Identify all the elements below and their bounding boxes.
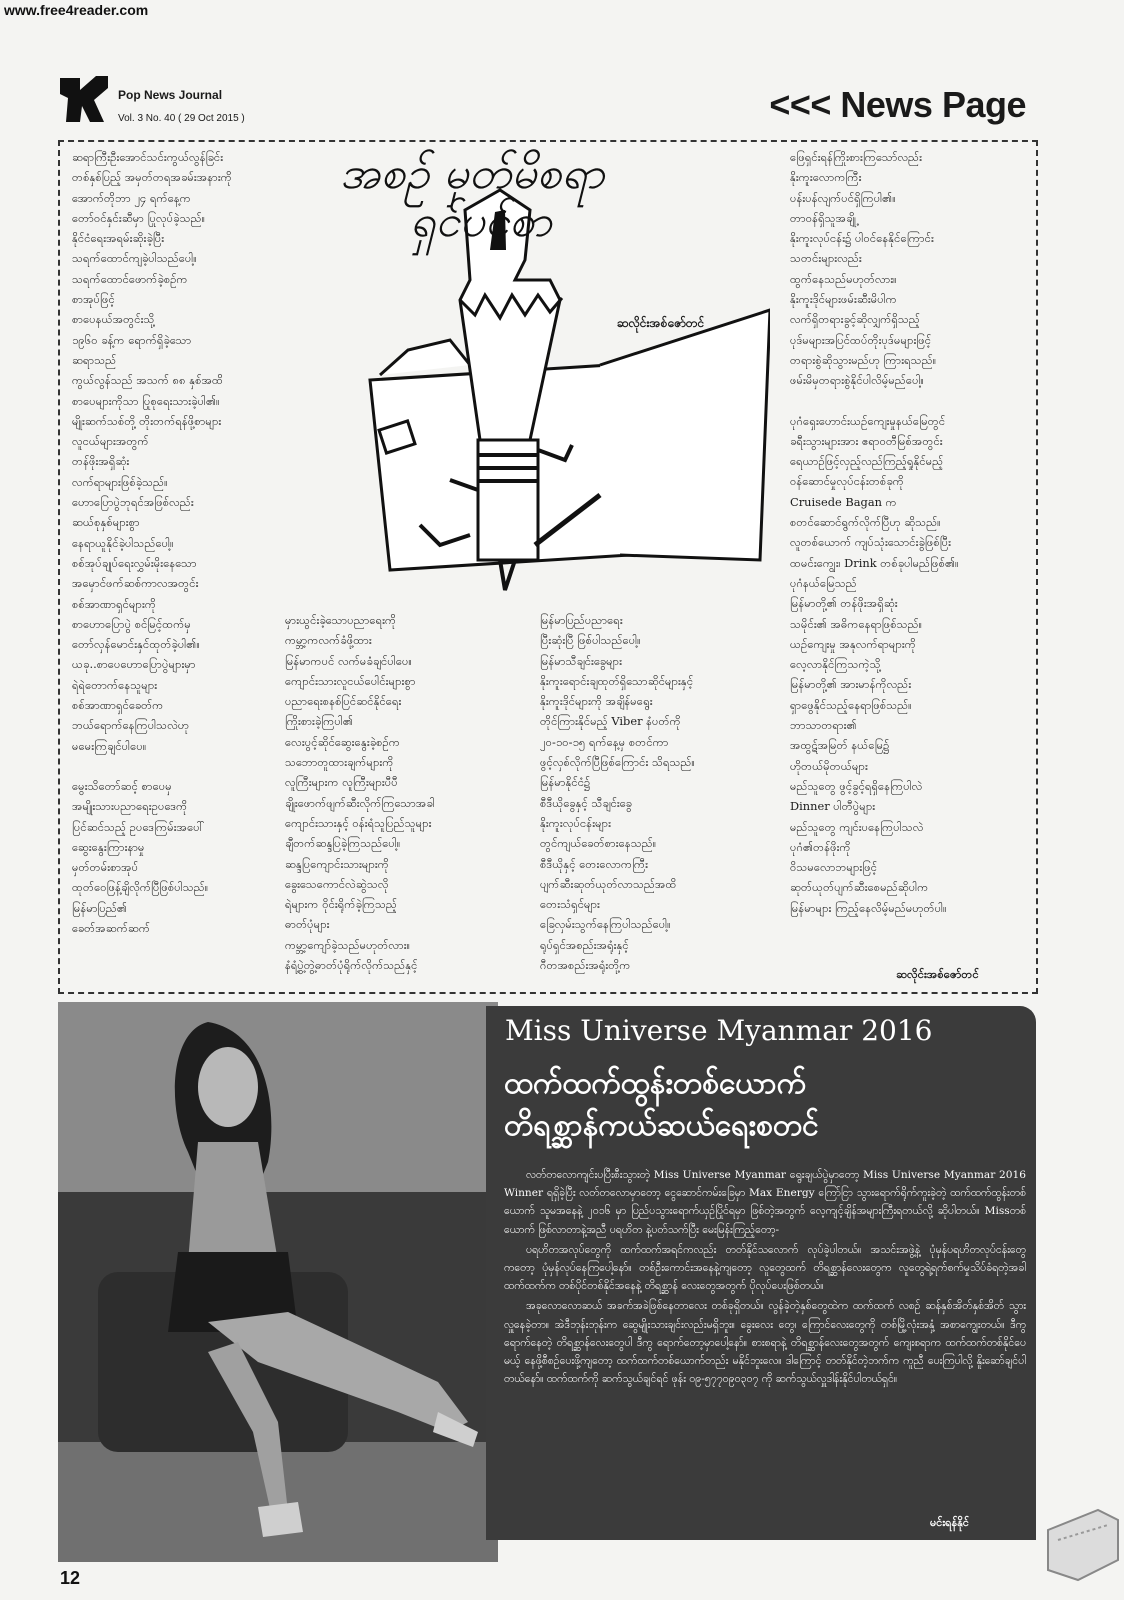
article-line: နိုးကူးရောင်းချထုတ်ရှိသောဆိုင်များနှင့် bbox=[540, 673, 694, 688]
story-paragraph-1: လတ်တလောကျင်းပပြီးစီးသွားတဲ့ Miss Universe Myanmar ရွေးချယ်ပွဲမှာတော့ Miss Universe Myanmar 2016 Winner ရရှိခဲ့ပြီး လတ်တလောမှာတော့ ငွေဆောင်ကမ်းခြေမှာ Max Energy ကြော်ငြာ သွားရောက်ရိုက်ကူးခဲ့တဲ့ ထက်ထက်ထွန်းတစ်ယောက် သူမအနေနဲ့ ၂၀၁၆ မှာ ပြည်ပသွားရောက်ယှဉ်ပြိုင်ရမှာ ဖြစ်တဲ့အတွက် လေ့ကျင့်ချိန်အများကြီးရတယ်လို့ ဆိုပါတယ်။ Missတစ်ယောက် ဖြစ်လာတာနဲ့အညီ ပရဟိတ နဲ့ပတ်သက်ပြီး မေးမြန်းကြည့်တော့- bbox=[504, 1169, 1026, 1236]
issue-line: Vol. 3 No. 40 ( 29 Oct 2015 ) bbox=[118, 113, 245, 124]
article-line: မြန်မာကပင် လက်မခံချင်ပါပေ။ bbox=[285, 653, 412, 668]
story-headline-line2: တိရစ္ဆာန်ကယ်ဆယ်ရေးစတင် bbox=[504, 1108, 819, 1143]
article-line: ဖွင့်လှစ်လိုက်ပြီဖြစ်ကြောင်း သိရသည်။ bbox=[540, 755, 695, 770]
article-line: မြန်မာသီချင်းခွေများ bbox=[540, 653, 622, 668]
article-line: စာအုပ်ဖြင့် bbox=[72, 292, 115, 307]
article-line: ဖမ်းမိမှတရားစွဲနိုင်ပါလိမ့်မည်ပေါ့။ bbox=[790, 373, 925, 388]
article-line: ရုပ်ရှင်အစည်းအရုံးနှင့် bbox=[540, 937, 629, 952]
article-line: စတင်ဆောင်ရွက်လိုက်ပြီဟု ဆိုသည်။ bbox=[790, 515, 941, 530]
article-line: စာပေနယ်အတွင်းသို့ bbox=[72, 312, 155, 327]
article-line: တော်လှန်မောင်းနှင်ထုတ်ခဲ့ပါ၏။ bbox=[72, 637, 200, 652]
article-line: ပညာရေးစနစ်ပြင်ဆင်နိုင်ရေး bbox=[285, 694, 402, 709]
article-line: စစ်အာဏာရှင်ခေတ်က bbox=[72, 698, 164, 713]
cartoon-title-line2: ရှင်ပင်စာ bbox=[410, 196, 553, 247]
article-line: ပန်းပန်လျက်ပင်ရှိကြပါ၏။ bbox=[790, 190, 896, 205]
article-line: ပုဒ်မများအပြင်ထပ်တိုးပုဒ်မများဖြင့် bbox=[790, 332, 932, 347]
article-line: နိုးကူးဒိုင်များဖမ်းဆီးမိပါက bbox=[790, 292, 897, 307]
article-line: ပုဂံနယ်မြေသည် bbox=[790, 575, 857, 590]
article-line: ခရီးသွားများအား ဧရာဝတီမြစ်အတွင်း bbox=[790, 433, 943, 448]
article-line: မျိုးဆက်သစ်တို့ တိုးတက်ရန်ဖို့စာများ bbox=[72, 413, 222, 428]
article-line: လူကြီးများက လူကြီးများပီပီ bbox=[285, 775, 398, 790]
article-line: မြန်မာများ ကြည့်နေလိမ့်မည်မဟုတ်ပါ။ bbox=[790, 900, 947, 915]
article-line: နိုးကူးလုပ်ငန်း၌ ပါဝင်နေနိုင်ကြောင်း bbox=[790, 231, 934, 246]
article-line: ၁၉၆၀ ခန့်က ရောက်ရှိခဲ့သော bbox=[72, 332, 192, 347]
article-line: ရဲရဲတောက်နေသူများ bbox=[72, 677, 158, 692]
article-byline: ဆလိုင်းအစ်ဇော်တင် bbox=[896, 967, 979, 981]
article-line: အောက်တိုဘာ ၂၄ ရက်နေ့က bbox=[72, 190, 191, 205]
article-line: စစ်အာဏာရှင်များကို bbox=[72, 596, 157, 611]
article-line: မြန်မာပြည်ပညာရေး bbox=[540, 613, 623, 627]
article-line: မမေးကြချင်ပါပေ။ bbox=[72, 738, 147, 753]
article-line: ပုဂံ၏တန်ဖိုးကို bbox=[790, 839, 851, 854]
article-line: ကျောင်းသားနှင့် ဝန်းရံသူပြည်သူများ bbox=[285, 815, 432, 830]
model-photo bbox=[58, 1002, 498, 1562]
article-line: ခွေးသေကောင်လဲဆွဲသလို bbox=[285, 876, 389, 891]
article-line: တေးသံရှင်များ bbox=[540, 897, 600, 912]
article-line: စစ်အုပ်ချုပ်ရေးလွှမ်းမိုးနေသော bbox=[72, 555, 197, 570]
story-headline-line1: ထက်ထက်ထွန်းတစ်ယောက် bbox=[504, 1066, 807, 1101]
article-line: ရှာဖွေနိုင်သည့်နေရာဖြစ်သည်။ bbox=[790, 697, 912, 712]
article-column-3 bbox=[540, 610, 695, 975]
article-line: နိုးကူးဒိုင်များကို အချိန်မရွေး bbox=[540, 694, 653, 709]
article-line: နိုးကူးလုပ်ငန်းများ bbox=[540, 815, 611, 830]
article-line: စာပေများကိုသာ ပြုစုရေးသားခဲ့ပါ၏။ bbox=[72, 393, 220, 408]
article-line: ဆန္ဒပြကျောင်းသားများကို bbox=[285, 856, 389, 871]
article-line: ဆုတ်ယုတ်ပျက်ဆီးစေမည်ဆိုပါက bbox=[790, 880, 929, 895]
article-line: အမှောင်ဖက်ဆစ်ကာလအတွင်း bbox=[72, 576, 199, 591]
article-line: ပုဂံရှေးဟောင်းယဉ်ကျေးမှုနယ်မြေတွင် bbox=[790, 413, 946, 428]
story-body bbox=[504, 1166, 1026, 1390]
article-line: ချီတက်ဆန္ဒပြခဲ့ကြသည်ပေါ့။ bbox=[285, 836, 401, 851]
article-column-4 bbox=[790, 147, 959, 918]
article-line: ခြေလှမ်းသွက်နေကြပါသည်ပေါ့။ bbox=[540, 917, 671, 932]
article-line: ဆွေးနွေးကြားနာမှု bbox=[72, 839, 145, 854]
article-line: ခေတ်အဆက်ဆက် bbox=[72, 920, 151, 935]
site-url[interactable]: www.free4reader.com bbox=[4, 2, 149, 18]
article-line: မှားယွင်းခဲ့သောပညာရေးကို bbox=[285, 613, 397, 627]
article-line: မြန်မာတို့၏ အားမာန်ကိုလည်း bbox=[790, 677, 912, 692]
story-headline bbox=[504, 1063, 819, 1147]
article-line: တာဝန်ရှိသူအချို့ bbox=[790, 210, 856, 225]
article-line: လက်ရှိတရားခွင့်ဆိုလျှက်ရှိသည့် bbox=[790, 312, 920, 327]
article-line: ဟောပြောပွဲဘုရင်အဖြစ်လည်း bbox=[72, 495, 194, 510]
article-line: ဆရာသည် bbox=[72, 352, 117, 367]
article-line: သမိုင်း၏ အဓိကနေရာဖြစ်သည်။ bbox=[790, 616, 923, 631]
article-line: Dinner ပါတီပွဲများ bbox=[790, 799, 876, 814]
article-line: စီဒီယိုနှင့် တေးလောကကြီး bbox=[540, 856, 649, 871]
cartoon-title bbox=[340, 150, 605, 246]
article-line: သရက်ထောင်ဖောက်ခဲ့စဉ်က bbox=[72, 271, 188, 286]
article-line: စာဟောပြောပွဲ စင်မြင့်ထက်မှ bbox=[72, 616, 191, 631]
article-line: ဂီတအစည်းအရုံးတို့က bbox=[540, 958, 631, 973]
article-line: လူငယ်များအတွက် bbox=[72, 434, 149, 449]
journal-name: Pop News Journal bbox=[118, 88, 223, 102]
paragraph-gap bbox=[790, 391, 959, 411]
article-line: ကမ္ဘာ့ကလက်ခံဖို့ထား bbox=[285, 633, 372, 648]
article-column-2 bbox=[285, 610, 435, 975]
article-line: ဝိသမလောဘများဖြင့် bbox=[790, 860, 878, 875]
article-line: ကြိုးစားခဲ့ကြပါ၏ bbox=[285, 714, 354, 729]
article-line: မည်သူတွေ ကျင်းပနေကြပါသလဲ bbox=[790, 819, 924, 834]
article-line: တရားစွဲဆိုသွားမည်ဟု ကြားရသည်။ bbox=[790, 352, 937, 367]
article-line: လူတစ်ယောက် ကျပ်သုံးသောင်းခွဲဖြစ်ပြီး bbox=[790, 535, 952, 550]
article-line: ကျောင်းသားလူငယ်ပေါင်းများစွာ bbox=[285, 673, 416, 688]
page-number: 12 bbox=[60, 1568, 81, 1588]
article-line: ပြင်ဆင်သည့် ဥပဒေကြမ်းအပေါ် bbox=[72, 819, 205, 834]
article-line: ရဲများက ဝိုင်းရိုက်ခဲ့ကြသည့် bbox=[285, 897, 397, 912]
story-author: မင်းရန်နိုင် bbox=[930, 1516, 969, 1529]
article-line: မွေးသိတော်ဆင့် စာပေမှ bbox=[72, 778, 172, 793]
article-line: သရက်ထောင်ကျခဲ့ပါသည်ပေါ့။ bbox=[72, 251, 197, 266]
article-line: နေရာယူနိုင်ခဲ့ပါသည်ပေါ့။ bbox=[72, 535, 174, 550]
article-line: တိုင်ကြားနိုင်မည့် Viber နံပတ်ကို bbox=[540, 714, 681, 729]
article-line: မှတ်တမ်းစာအုပ် bbox=[72, 860, 139, 875]
article-column-1 bbox=[72, 147, 232, 938]
article-line: မည်သူတွေ ဖွင့်ခွင့်ရရှိနေကြပါလဲ bbox=[790, 778, 923, 793]
article-line: ဆရာကြီးဦးအောင်သင်းကွယ်လွန်ခြင်း bbox=[72, 150, 224, 164]
paragraph-gap bbox=[72, 756, 232, 776]
article-line: အမျိုးသားပညာရေးဥပဒေကို bbox=[72, 799, 188, 814]
article-line: မြန်မာပြည်၏ bbox=[72, 900, 128, 915]
section-label: <<< News Page bbox=[769, 84, 1026, 125]
article-line: ကွယ်လွန်သည် အသက် ၈၈ နှစ်အထိ bbox=[72, 373, 224, 388]
story-paragraph-3: အခုလောလောဆယ် အခက်အခဲဖြစ်နေတာလေး တစ်ခုရှိတယ်။ လွန်ခဲ့တဲ့နှစ်တွေထဲက ထက်ထက် လစဉ် ဆန်နှစ်အိတ်နှစ်အိတ် သွားလှူနေခဲ့တာ။ အဲဒီဘုန်းဘုန်းက ဆွေမျိုးသားချင်းလည်းမရှိဘူး။ ခွေးလေး တွေ၊ ကြောင်လေးတွေကို တစ်မြို့လုံးအနှံ့ အစာကျွေးတယ်။ ဒီကွရောက်နေတဲ့ တိရစ္ဆာန်လေးတွေပါ ဒီကွ ရောက်တော့မှာပေါ့နော်။ စားစရာနဲ့ တိရစ္ဆာန်လေးတွေအတွက် ကျေးစရာက ထက်ထက်တစ်နိုင်ပေမယ့် နေဖို့စီစဉ်ပေးဖို့ကျတော့ ထက်ထက်တစ်ယောက်တည်း မနိုင်ဘူးလေ။ ဒါကြောင့် တတ်နိုင်တဲ့ဘက်က ကူညီ ပေးကြပါလို့ နိူးဆော်ချင်ပါတယ်နော်။ ထက်ထက်ကို ဆက်သွယ်ချင်ရင် ဖုန်း ၀၉-၅၇၇၀၉၀၃၀၇ ကို ဆက်သွယ်လှူဒါန်းနိုင်ပါတယ်ရှင်။ bbox=[504, 1300, 1026, 1386]
story-title: Miss Universe Myanmar 2016 bbox=[505, 1014, 933, 1047]
article-line: သဘောတူထားချက်များကို bbox=[285, 755, 394, 770]
article-line: တော်ဝင်နှင်းဆီမှာ ပြုလုပ်ခဲ့သည်။ bbox=[72, 210, 206, 225]
article-line: သတင်းများလည်း bbox=[790, 251, 862, 266]
article-line: ဟိုတယ်မိုတယ်များ bbox=[790, 758, 868, 773]
article-line: လက်ရာများဖြစ်ခဲ့သည်။ bbox=[72, 474, 168, 489]
cartoon-byline: ဆလိုင်းအစ်ဇော်တင် bbox=[617, 316, 705, 330]
article-line: Cruisede Bagan က bbox=[790, 494, 897, 509]
article-line: လေ့လာနိုင်ကြသကဲ့သို့ bbox=[790, 657, 881, 672]
article-line: အထွဋ်အမြတ် နယ်မြေ၌ bbox=[790, 738, 890, 753]
article-line: ဘာသာတရား၏ bbox=[790, 718, 857, 733]
article-line: တန်ဖိုးအရှိဆုံး bbox=[72, 454, 130, 469]
article-line: ရေယာဉ်ဖြင့်လှည့်လည်ကြည့်ရှုနိုင်မည့် bbox=[790, 454, 944, 469]
article-line: မြန်မာနိုင်ငံ၌ bbox=[540, 775, 591, 790]
article-line: နိုင်ငံရေးအရမ်းဆိုးခဲ့ပြီး bbox=[72, 231, 165, 246]
story-paragraph-2: ပရဟိတအလုပ်တွေကို ထက်ထက်အရင်ကလည်း တတ်နိုင်သလောက် လုပ်ခဲ့ပါတယ်။ အသင်းအဖွဲ့နဲ့ ပုံမှန်ပရဟိတလုပ်ငန်းတွေကတော့ ပုံမှန်လုပ်နေကြပေါ့နော်။ တစ်ဦးကောင်းအနေနဲ့ကျတော့ လူတွေထက် တိရစ္ဆာန်လေးတွေက လူတွေရဲ့ရက်စက်မှုသိပ်ခံရတဲ့အခါ ထက်ထက်က တစ်ပိုင်တစ်နိုင်အနေနဲ့ တိရစ္ဆာန် လေးတွေအတွက် ပိုလုပ်ပေးဖြစ်တယ်။ bbox=[504, 1243, 1026, 1293]
article-line: တစ်နှစ်ပြည့် အမှတ်တရအခမ်းအနားကို bbox=[72, 170, 232, 185]
article-line: ထမင်းကျွေး၊ Drink တစ်ခုပါမည်ဖြစ်၏။ bbox=[790, 555, 959, 570]
article-line: လေးပွင့်ဆိုင်ဆွေးနွေးခဲ့စဉ်က bbox=[285, 734, 401, 749]
article-line: မြန်မာတို့၏ တန်ဖိုးအရှိဆုံး bbox=[790, 596, 898, 611]
cartoon-title-line1: အစဉ် မှတ်မိစရာ bbox=[340, 148, 605, 199]
article-line: ဝန်ဆောင်မှုလုပ်ငန်းတစ်ခုကို bbox=[790, 474, 904, 489]
article-line: ထွက်နေသည်မဟုတ်လား။ bbox=[790, 271, 897, 286]
article-line: ဘယ်ရောက်နေကြပါသလဲဟု bbox=[72, 718, 190, 733]
journal-logo-icon bbox=[56, 70, 112, 126]
article-line: ယဉ်ကျေးမှု အနုလက်ရာများကို bbox=[790, 636, 916, 651]
article-line: ၂၀-၁၀-၁၅ ရက်နေ့မှ စတင်ကာ bbox=[540, 734, 669, 749]
article-line: ဆယ်စုနှစ်များစွာ bbox=[72, 515, 140, 530]
article-line: ဖြေရှင်းရန်ကြိုးစားကြသော်လည်း bbox=[790, 150, 923, 164]
article-line: တွင်ကျယ်ခေတ်စားနေသည်။ bbox=[540, 836, 657, 851]
shoe-icon bbox=[1038, 1500, 1122, 1590]
article-line: နံရံ့ပွဲ့တွဲ့ဓာတ်ပုံရိုက်လိုက်သည်နှင့် bbox=[285, 958, 418, 973]
article-line: ထုတ်ဝေဖြန့်ချိလိုက်ပြီဖြစ်ပါသည်။ bbox=[72, 880, 209, 895]
article-line: နိုးကူးလောကကြီး bbox=[790, 170, 862, 185]
article-line: စီဒီယိုခွေနှင့် သီချင်းခွေ bbox=[540, 795, 632, 810]
article-line: ဓာတ်ပုံများ bbox=[285, 917, 330, 932]
article-line: ယခု..စာပေဟောပြောပွဲများမှာ bbox=[72, 657, 196, 672]
article-line: ပြီးဆုံးပြီ ဖြစ်ပါသည်ပေါ့။ bbox=[540, 633, 641, 648]
article-line: ပျက်ဆီးဆုတ်ယုတ်လာသည်အထိ bbox=[540, 876, 677, 891]
article-line: ကမ္ဘာ့ကျော်ခဲ့သည်မဟုတ်လား။ bbox=[285, 937, 411, 952]
article-line: ချိုးဖောက်ဖျက်ဆီးလိုက်ကြသောအခါ bbox=[285, 795, 435, 810]
